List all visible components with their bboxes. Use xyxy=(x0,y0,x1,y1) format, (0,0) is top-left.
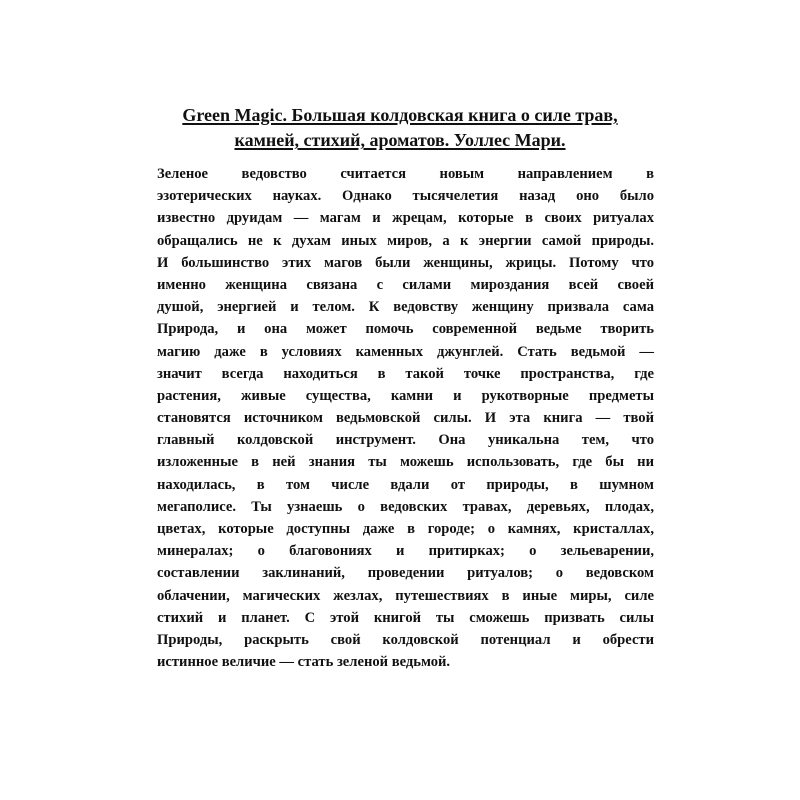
title-line: камней, стихий, ароматов. Уоллес Мари. xyxy=(234,130,566,150)
body-line: составлении заклинаний, проведении ритуалов; о ведовском xyxy=(157,565,654,582)
body-line: изложенные в ней знания ты можешь использовать, где бы ни xyxy=(157,454,654,471)
body-line: Природа, и она может помочь современной ведьме творить xyxy=(157,321,654,338)
body-line: находилась, в том числе вдали от природы, в шумном xyxy=(157,476,654,493)
body-line: главный колдовской инструмент. Она уникальна тем, что xyxy=(157,432,654,449)
body-line: истинное величие — стать зеленой ведьмой. xyxy=(157,654,451,671)
body-line: Зеленое ведовство считается новым направлением в xyxy=(157,166,654,182)
body-line: становятся источником ведьмовской силы. И эта книга — твой xyxy=(157,410,654,427)
body-line: душой, энергией и телом. К ведовству женщину призвала сама xyxy=(157,299,654,316)
body-line: обращались не к духам иных миров, а к энергии самой природы. xyxy=(157,232,654,249)
body-line: значит всегда находиться в такой точке пространства, где xyxy=(157,365,654,382)
body-line: растения, живые существа, камни и рукотворные предметы xyxy=(157,387,654,404)
body-line: стихий и планет. С этой книгой ты сможешь призвать силы xyxy=(157,609,654,626)
body-line: известно друидам — магам и жрецам, которые в своих ритуалах xyxy=(157,210,654,227)
body-line: Природы, раскрыть свой колдовской потенциал и обрести xyxy=(157,631,654,648)
body-line: цветах, которые доступны даже в городе; о камнях, кристаллах, xyxy=(157,521,654,537)
body-line: мегаполисе. Ты узнаешь о ведовских травах, деревьях, плодах, xyxy=(157,498,654,515)
body-line: облачении, магических жезлах, путешествиях в иные миры, силе xyxy=(157,587,654,604)
body-line: именно женщина связана с силами мироздания всей своей xyxy=(157,276,654,293)
title-line: Green Magic. Большая колдовская книга о силе трав, xyxy=(182,105,618,125)
document-title xyxy=(0,103,800,153)
body-line: эзотерических науках. Однако тысячелетия назад оно было xyxy=(157,188,654,205)
body-line: И большинство этих магов были женщины, жрицы. Потому что xyxy=(157,254,654,271)
document-body xyxy=(157,163,654,673)
body-line: минералах; о благовониях и притирках; о зельеварении, xyxy=(157,543,654,560)
body-line: магию даже в условиях каменных джунглей. Стать ведьмой — xyxy=(157,343,654,360)
